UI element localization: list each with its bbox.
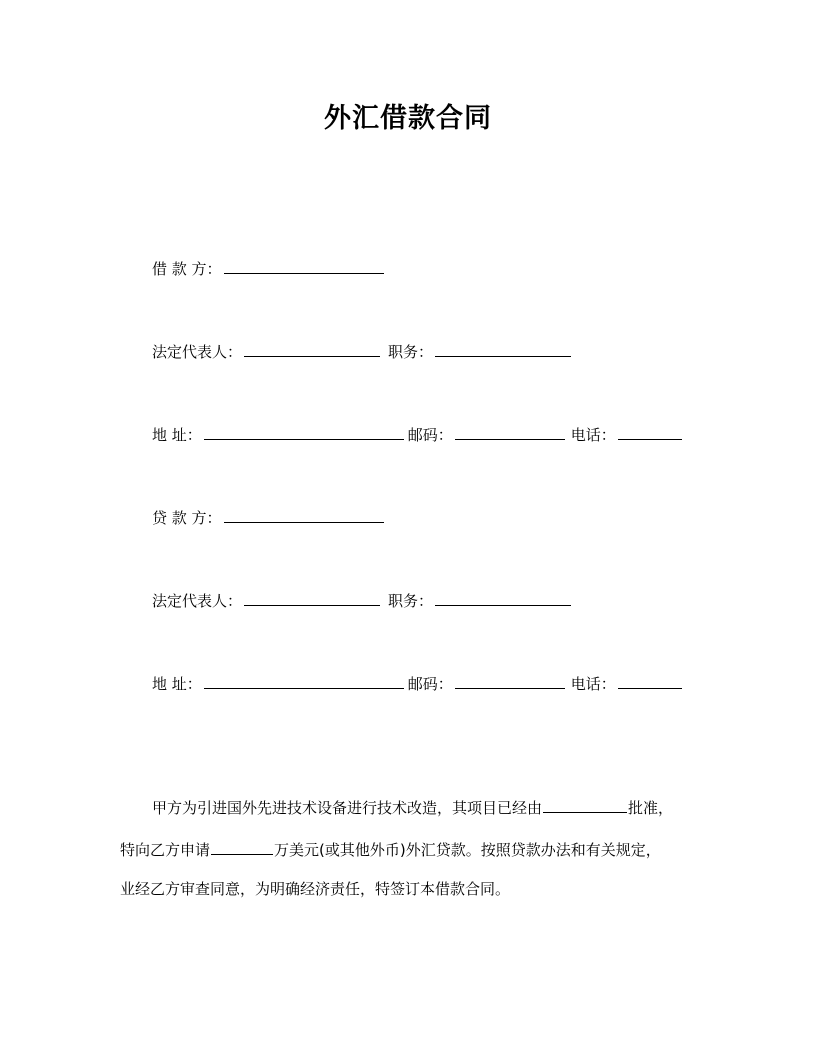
borrower-address-field[interactable] bbox=[204, 421, 404, 440]
borrower-rep-label: 法定代表人： bbox=[152, 343, 243, 361]
borrower-position-label: 职务： bbox=[388, 343, 434, 361]
borrower-address-label: 地 址： bbox=[152, 426, 202, 444]
borrower-position-field[interactable] bbox=[435, 338, 571, 357]
lender-phone-field[interactable] bbox=[618, 670, 682, 689]
preamble-line-1 bbox=[152, 794, 673, 816]
borrower-party-label: 借 款 方： bbox=[152, 260, 222, 278]
preamble-line-1-end: 批准， bbox=[628, 799, 674, 817]
lender-postcode-label: 邮码： bbox=[407, 675, 453, 693]
borrower-rep-field[interactable] bbox=[244, 338, 380, 357]
borrower-party-field[interactable] bbox=[224, 255, 384, 274]
preamble-line-1-text: 甲方为引进国外先进技术设备进行技术改造，其项目已经由 bbox=[152, 799, 543, 817]
lender-position-label: 职务： bbox=[388, 592, 434, 610]
preamble-line-2 bbox=[120, 836, 661, 858]
borrower-postcode-label: 邮码： bbox=[407, 426, 453, 444]
lender-rep-field[interactable] bbox=[244, 587, 380, 606]
borrower-party-row bbox=[152, 255, 388, 277]
borrower-phone-label: 电话： bbox=[570, 426, 616, 444]
lender-address-field[interactable] bbox=[204, 670, 404, 689]
lender-postcode-field[interactable] bbox=[455, 670, 565, 689]
lender-address-label: 地 址： bbox=[152, 675, 202, 693]
lender-party-field[interactable] bbox=[224, 504, 384, 523]
borrower-phone-field[interactable] bbox=[618, 421, 682, 440]
document-title: 外汇借款合同 bbox=[324, 103, 492, 134]
preamble-line-2-text: 万美元(或其他外币)外汇贷款。按照贷款办法和有关规定， bbox=[274, 841, 661, 859]
lender-phone-label: 电话： bbox=[570, 675, 616, 693]
borrower-address-row bbox=[152, 421, 686, 443]
lender-address-row bbox=[152, 670, 686, 692]
lender-rep-label: 法定代表人： bbox=[152, 592, 243, 610]
approval-authority-field[interactable] bbox=[543, 794, 627, 813]
lender-party-label: 贷 款 方： bbox=[152, 509, 222, 527]
preamble-line-2-start: 特向乙方申请 bbox=[120, 841, 211, 859]
lender-position-field[interactable] bbox=[435, 587, 571, 606]
borrower-rep-row bbox=[152, 338, 575, 360]
lender-party-row bbox=[152, 504, 388, 526]
lender-rep-row bbox=[152, 587, 575, 609]
loan-amount-field[interactable] bbox=[211, 836, 273, 855]
preamble-line-3: 业经乙方审查同意，为明确经济责任，特签订本借款合同。 bbox=[120, 880, 511, 898]
borrower-postcode-field[interactable] bbox=[455, 421, 565, 440]
